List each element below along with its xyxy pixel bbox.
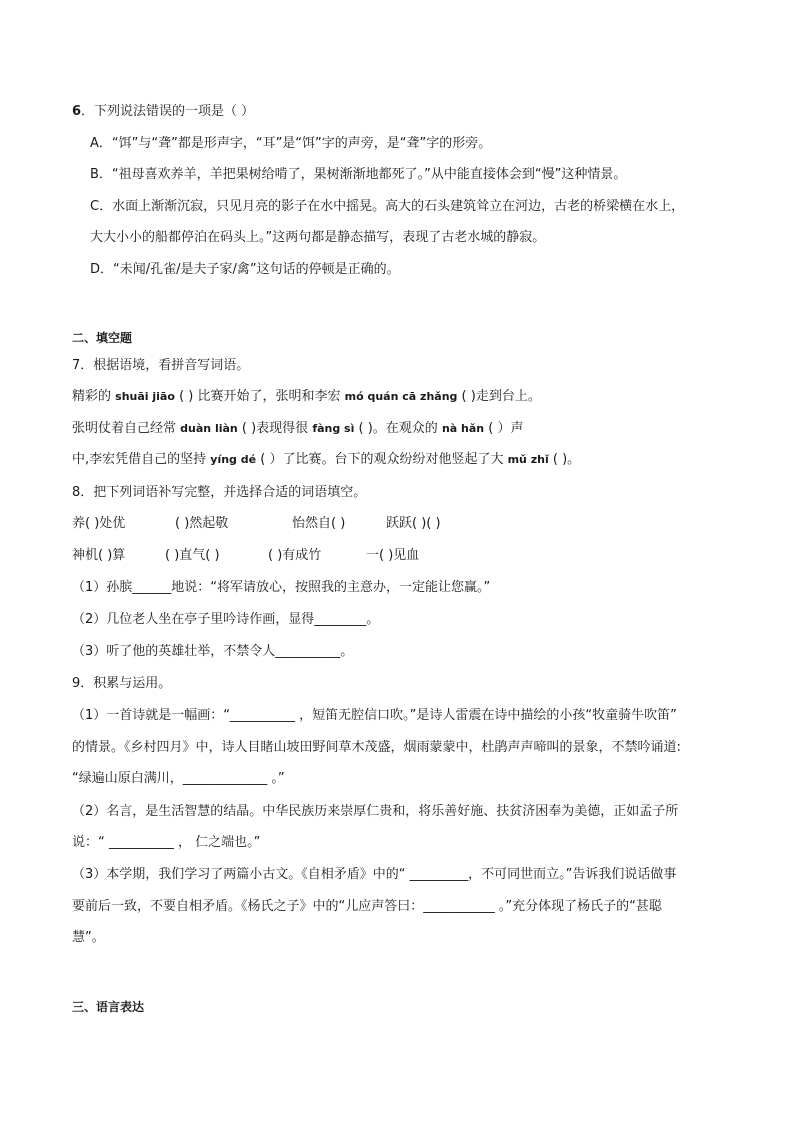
q6-option-c-line2: 大大小小的船都停泊在码头上。”这两句都是静态描写，表现了古老水城的静寂。 [90, 230, 546, 245]
pinyin-fangsi: fàng sì [312, 422, 355, 435]
q8-word-row1: 跃跃( )( ) [386, 516, 441, 531]
q8-word-row2: 一( )见血 [366, 548, 420, 563]
q9-part3-line2: 要前后一致，不要自相矛盾。《杨氏之子》中的“儿应声答曰：___________ 。”充分体现了杨氏子的“甚聪 [72, 899, 662, 914]
q6-option-a: A．“饵”与“聋”都是形声字，“耳”是“饵”字的声旁，是“聋”字的形旁。 [90, 136, 492, 151]
q9-part1-line2: 的情景。《乡村四月》中，诗人目睹山坡田野间草木茂盛，烟雨蒙蒙中，杜鹃声声啼叫的景象，不禁吟诵道: [72, 740, 681, 755]
q6-stem: 6．下列说法错误的一项是（ ） [72, 104, 255, 119]
q9-part3-line3: 慧”。 [72, 930, 105, 945]
q8-sentence-1: （1）孙膑______地说：“将军请放心，按照我的主意办，一定能让您赢。” [72, 580, 491, 595]
q9-part2-line1: （2）名言，是生活智慧的结晶。中华民族历来崇厚仁贵和，将乐善好施、扶贫济困奉为美德，正如孟子所 [72, 804, 679, 819]
q7-text: 中,李宏凭借自己的坚持 [72, 452, 207, 467]
q7-text: ( ）了比赛。台下的观众纷纷对他竖起了大 [260, 452, 504, 467]
pinyin-duanlian: duàn liàn [180, 422, 238, 435]
q9-part1-line1: （1）一首诗就是一幅画：“__________ ，短笛无腔信口吹。”是诗人雷震在诗中描绘的小孩“牧童骑牛吹笛” [72, 708, 677, 723]
q6-option-d: D．“未闻/孔雀/是夫子家/禽”这句话的停顿是正确的。 [90, 262, 400, 277]
pinyin-moquancazhang: mó quán cā zhǎng [344, 390, 458, 403]
q6-option-c-line1: C．水面上渐渐沉寂，只见月亮的影子在水中摇晃。高大的石头建筑耸立在河边，古老的桥梁横在水上， [90, 199, 685, 214]
q7-text: 张明仗着自己经常 [72, 421, 177, 436]
q8-word-row2: ( )有成竹 [268, 548, 322, 563]
pinyin-shuaijiao: shuāi jiāo [115, 390, 175, 403]
q9-stem: 9．积累与运用。 [72, 676, 172, 691]
q8-word-row2: ( )直气( ) [165, 548, 220, 563]
q9-part2-line2: 说：“ __________ ， 仁之端也。” [72, 835, 261, 850]
q7-line3 [72, 451, 580, 469]
q9-part1-line3: “绿遍山原白满川，_____________ 。” [72, 771, 285, 786]
q7-text: 精彩的 [72, 389, 112, 404]
q7-line1 [72, 388, 541, 406]
pinyin-muzhi: mǔ zhǐ [507, 453, 549, 466]
q8-sentence-3: （3）听了他的英雄壮举，不禁令人__________。 [72, 644, 354, 659]
q8-word-row1: 养( )处优 [72, 516, 126, 531]
section-title-language-expression: 三、语言表达 [72, 1000, 145, 1014]
q7-text: ( )走到台上。 [461, 389, 541, 404]
q8-word-row2: 神机( )算 [72, 548, 126, 563]
section-title-fill-blank: 二、填空题 [72, 331, 133, 345]
pinyin-nahan: nà hǎn [441, 422, 485, 435]
q6-stem-text: ．下列说法错误的一项是（ ） [81, 104, 255, 119]
q8-sentence-2: （2）几位老人坐在亭子里吟诗作画，显得________。 [72, 612, 380, 627]
q8-stem: 8．把下列词语补写完整，并选择合适的词语填空。 [72, 485, 367, 500]
q7-text: ( )表现得很 [241, 421, 309, 436]
q9-part3-line1: （3）本学期，我们学习了两篇小古文。《自相矛盾》中的“ _________，不可同世而立。”告诉我们说话做事 [72, 867, 677, 882]
q7-text: ( )。在观众的 [358, 421, 438, 436]
q7-stem: 7．根据语境，看拼音写词语。 [72, 358, 250, 373]
q8-word-row1: 怡然自( ) [292, 516, 346, 531]
q6-option-b: B．“祖母喜欢养羊，羊把果树给啃了，果树渐渐地都死了。”从中能直接体会到“慢”这种情景。 [90, 167, 627, 182]
q7-text: ( )。 [552, 452, 581, 467]
q7-line2 [72, 420, 523, 438]
pinyin-yingde: yíng dé [210, 453, 257, 466]
q8-word-row1: ( )然起敬 [175, 516, 229, 531]
q7-text: ( ）声 [488, 421, 524, 436]
q7-text: ( ) 比赛开始了，张明和李宏 [179, 389, 341, 404]
